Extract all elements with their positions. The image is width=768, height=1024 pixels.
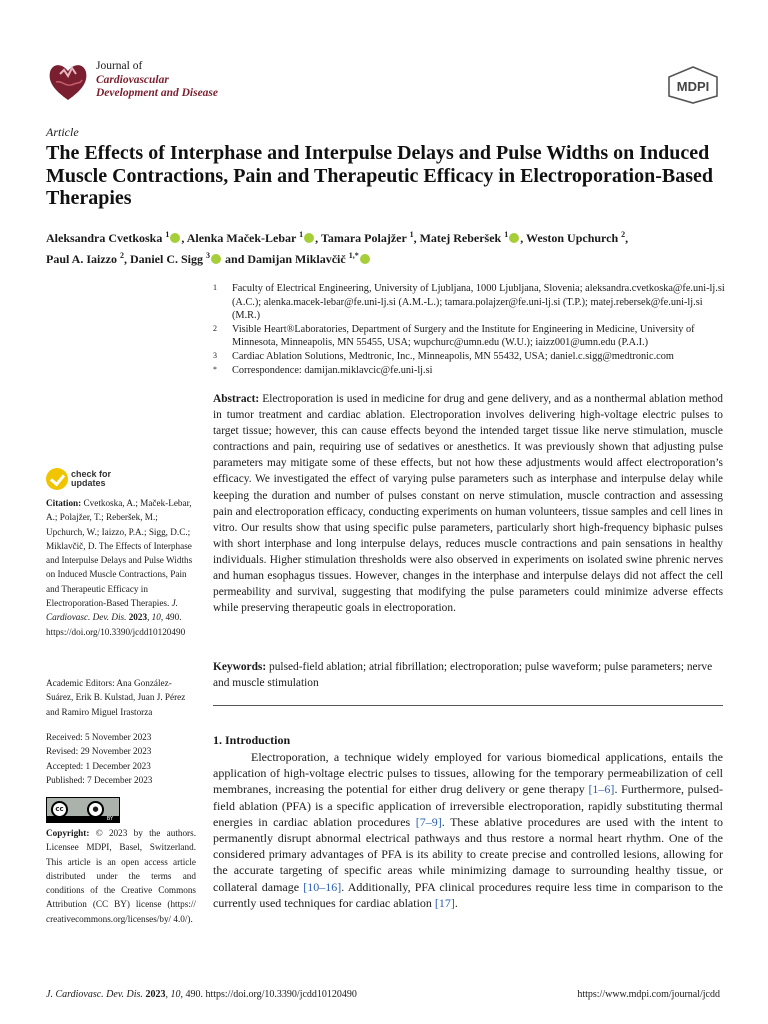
affiliation-mark: 3: [213, 350, 217, 360]
abstract: [213, 391, 723, 616]
affiliation-text: Faculty of Electrical Engineering, University of Ljubljana, 1000 Ljubljana, Slovenia; aleksandra.cvetkoska@fe.uni-lj.si (A.C.); alenka.macek-lebar@fe.uni-lj.si (A.M.-L.); tamara.polajzer@fe.uni-lj.si (T.P.); matej.rebersek@fe.uni-lj.si (M.R.): [232, 283, 725, 322]
copyright-label: Copyright:: [46, 828, 90, 838]
affiliation-mark: 2: [213, 323, 217, 333]
author-separator: ,: [124, 252, 130, 266]
correspondence-text: Correspondence: damijan.miklavcic@fe.uni-lj.si: [232, 364, 433, 376]
orcid-icon[interactable]: [211, 254, 221, 264]
author-6[interactable]: Paul A. Iaizzo: [46, 252, 117, 266]
correspondence-mark: *: [213, 364, 217, 374]
citation-year: 2023: [128, 612, 148, 623]
journal-title-line1: Cardiovascular: [96, 73, 169, 86]
author-affiliation-mark: 3: [206, 251, 211, 260]
author-separator: ,: [181, 231, 187, 245]
author-separator: ,: [315, 231, 321, 245]
date-revised: Revised: 29 November 2023: [46, 746, 152, 757]
academic-editors: Academic Editors: Ana González-Suárez, Erik B. Kulstad, Juan J. Pérez and Ramiro Miguel Irastorza: [46, 678, 186, 717]
journal-title-line2: Development and Disease: [96, 87, 219, 99]
affiliations: [213, 282, 733, 377]
creative-commons-icon: cc: [51, 801, 68, 818]
affiliation-3: [213, 350, 733, 364]
author-3[interactable]: Tamara Polajžer: [320, 231, 407, 245]
cc-by-label: BY: [47, 816, 119, 822]
intro-text: Electroporation, a technique widely employed for various biomedical applications, entails the application of high-voltage electric pulses to tissues, allowing for the temporary permeabilization of cell membranes, increasing the potential for either drug delivery or gene therapy: [213, 750, 723, 797]
journal-name: [96, 60, 218, 101]
correspondence: [213, 364, 733, 378]
author-separator: and: [222, 252, 248, 266]
author-affiliation-mark: 1,*: [348, 251, 359, 260]
author-separator: ,: [520, 231, 527, 245]
date-received: Received: 5 November 2023: [46, 732, 152, 742]
check-for-updates-button[interactable]: [46, 468, 126, 494]
author-5[interactable]: Weston Upchurch: [526, 231, 619, 245]
citation-volume: 10: [151, 612, 161, 623]
author-affiliation-mark: 1: [165, 230, 170, 239]
footer-journal-url[interactable]: https://www.mdpi.com/journal/jcdd: [577, 989, 720, 1000]
reference-link[interactable]: [10–16]: [303, 879, 342, 894]
article-type: Article: [46, 125, 79, 139]
citation-block: Citation: Cvetkoska, A.; Maček-Lebar, A.; Polajžer, T.; Reberšek, M.; Upchurch, W.; Iaizzo, P.A.; Sigg, D.C.; Miklavčič, D. The Effects of Interphase and Interpulse Delays and Pulse Widths on Induced Muscle Contractions, Pain and Therapeutic Efficacy in Electroporation-Based Therapies. J. Cardiovasc. Dev. Dis. 2023, 10, 490. https://doi.org/10.3390/jcdd10120490: [46, 498, 193, 637]
section-divider: [213, 705, 723, 706]
intro-text: . Additionally, PFA clinical procedures require less time in comparison to the currently used techniques for cardiac ablation: [213, 879, 723, 910]
introduction-paragraph: [213, 749, 723, 911]
author-affiliation-mark: 1: [409, 230, 414, 239]
author-1[interactable]: Aleksandra Cvetkoska: [46, 231, 163, 245]
journal-prefix: Journal of: [96, 60, 143, 72]
keywords-text: pulsed-field ablation; atrial fibrillation; electroporation; pulse waveform; pulse parameters; nerve and muscle stimulation: [213, 661, 713, 690]
intro-text: . Furthermore, pulsed-field ablation (PFA) is a specific application of irreversible electroporation, rapidly substituting thermal energies in cardiac ablation procedures: [213, 782, 724, 829]
attribution-person-icon: ●: [87, 801, 104, 818]
affiliation-2: [213, 323, 733, 350]
date-accepted: Accepted: 1 December 2023: [46, 760, 151, 771]
citation-label: Citation:: [46, 498, 82, 508]
citation-text: Cvetkoska, A.; Maček-Lebar, A.; Polajžer, T.; Reberšek, M.; Upchurch, W.; Iaizzo, P.A.; Sigg, D.C.; Miklavčič, D. The Effects of Interphase and Interpulse Delays and Pulse Widths on Induced Muscle Contractions, Pain and Therapeutic Efficacy in Electroporation-Based Therapies.: [46, 498, 193, 609]
check-updates-line1: check for: [71, 469, 112, 479]
abstract-text: Electroporation is used in medicine for drug and gene delivery, and as a nonthermal ablation method in tumor treatment and cardiac ablation. Electroporation involves delivering high-voltage electric pulses to target tissue; however, this can cause effects beyond the intended target tissue like nerve stimulation, muscle contractions and pain, requiring use of sedatives or anesthetics. It was previously shown that adjusting pulse parameters may mitigate some of these effects, but not how these adjustments would affect electroporation’s efficacy. We investigated the effect of varying pulse parameters such as interphase and interpulse delay while keeping the duration and number of pulses constant on nerve stimulation, muscle contraction and assessing pain and electroporation efficacy, conducting experiments on human volunteers, tissue samples and cell lines in vitro. Our results show that using specific pulse parameters, particularly short high-frequency biphasic pulses with short interphase and long interpulse delays, reduces muscle contractions and pain sensations in healthy individuals. Higher stimulation thresholds were also observed in experiments on isolated swine phrenic nerves and human esophagus tissues. However, changes in the interphase and interpulse delays did not affect the cell permeability and survival, suggesting that modifying the pulse parameters could minimize adverse effects while preserving therapeutic goals in electroporation.: [213, 393, 723, 615]
author-list: [46, 226, 736, 268]
intro-text: . These ablative procedures are used with the intent to permanently disrupt abnormal electrical pathways and thus restore a normal heart rhythm. One of the considered primary advantages of PFA is its ability to create precise and controlled lesions, allowing for the accurate targeting of specific areas while minimizing damage to surrounding healthy tissue, or collateral damage: [213, 814, 723, 894]
abstract-label: Abstract:: [213, 393, 260, 405]
mdpi-logo-icon[interactable]: [667, 66, 719, 104]
author-affiliation-mark: 1: [504, 230, 509, 239]
reference-link[interactable]: [17]: [434, 895, 455, 910]
author-affiliation-mark: 2: [120, 251, 124, 260]
affiliation-1: [213, 282, 733, 323]
copyright-text: © 2023 by the authors. Licensee MDPI, Basel, Switzerland. This article is an open access article distributed under the terms and conditions of the Creative Commons Attribution (CC BY) license (https:// creativecommons.org/licenses/by/ 4.0/).: [46, 828, 196, 924]
author-separator: ,: [413, 231, 420, 245]
orcid-icon[interactable]: [509, 233, 519, 243]
footer-citation: J. Cardiovasc. Dev. Dis. 2023, 10, 490. https://doi.org/10.3390/jcdd10120490: [46, 989, 357, 1000]
publication-dates: [46, 730, 196, 787]
keywords-label: Keywords:: [213, 661, 267, 673]
affiliation-text: Visible Heart®Laboratories, Department of Surgery and the Institute for Engineering in Medicine, University of Minnesota, Minneapolis, MN 55455, USA; wupchurc@umn.edu (W.U.); iaizz001@umn.edu (P.A.I.): [232, 323, 695, 349]
author-affiliation-mark: 1: [299, 230, 304, 239]
footer-volume: 10: [170, 989, 181, 1000]
check-updates-line2: updates: [71, 478, 106, 488]
footer-journal: J. Cardiovasc. Dev. Dis.: [46, 989, 143, 1000]
author-affiliation-mark: 2: [621, 230, 626, 239]
orcid-icon[interactable]: [170, 233, 180, 243]
author-8[interactable]: Damijan Miklavčič: [247, 252, 346, 266]
footer-doi[interactable]: , 490. https://doi.org/10.3390/jcdd10120490: [180, 989, 357, 1000]
affiliation-mark: 1: [213, 283, 217, 292]
journal-heart-logo-icon: [46, 58, 90, 104]
orcid-icon[interactable]: [304, 233, 314, 243]
introduction-heading: 1. Introduction: [213, 733, 291, 747]
footer-year: 2023: [145, 989, 166, 1000]
intro-text: .: [454, 895, 458, 910]
copyright-notice: [46, 826, 196, 926]
author-4[interactable]: Matej Reberšek: [419, 231, 502, 245]
affiliation-text: Cardiac Ablation Solutions, Medtronic, Inc., Minneapolis, MN 55432, USA; daniel.c.sigg@medtronic.com: [232, 350, 674, 362]
paper-title: The Effects of Interphase and Interpulse Delays and Pulse Widths on Induced Muscle Contractions, Pain and Therapeutic Efficacy in Electroporation-Based Therapies: [46, 142, 714, 209]
reference-link[interactable]: [7–9]: [415, 814, 442, 829]
publisher-name: MDPI: [676, 79, 710, 94]
reference-link[interactable]: [1–6]: [588, 782, 615, 797]
citation-doi[interactable]: , 490. https://doi.org/10.3390/jcdd10120490: [46, 612, 186, 637]
citation-journal: J. Cardiovasc. Dev. Dis.: [46, 598, 178, 623]
cc-by-license-badge[interactable]: [46, 797, 120, 823]
date-published: Published: 7 December 2023: [46, 774, 153, 785]
author-7[interactable]: Daniel C. Sigg: [130, 252, 204, 266]
author-2[interactable]: Alenka Maček-Lebar: [186, 231, 297, 245]
author-separator: ,: [625, 231, 629, 245]
orcid-icon[interactable]: [360, 254, 370, 264]
keywords: [213, 659, 723, 691]
check-updates-icon: [46, 468, 68, 490]
